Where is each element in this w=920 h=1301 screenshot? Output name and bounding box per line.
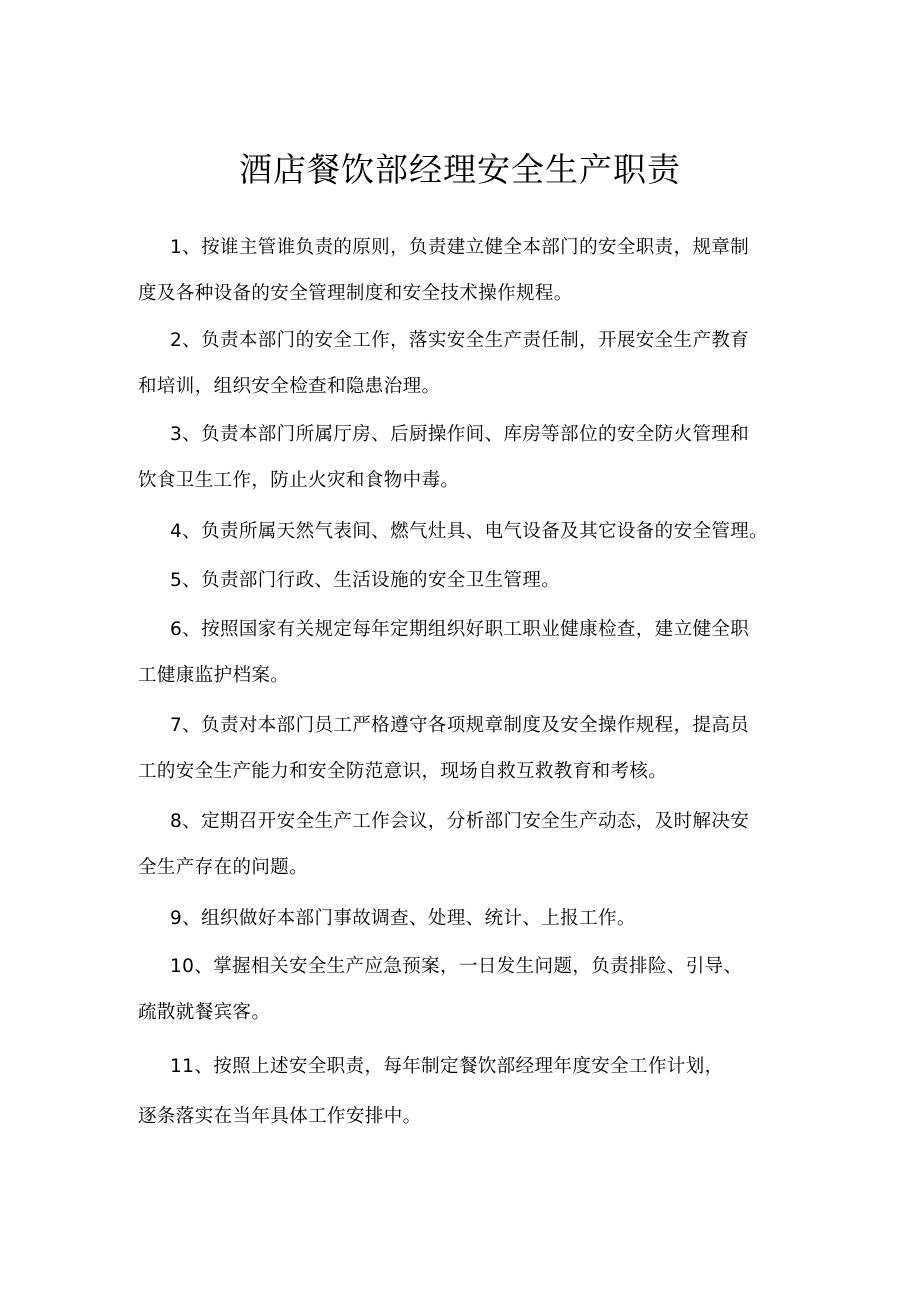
paragraph-line: 10、掌握相关安全生产应急预案，一日发生问题，负责排险、引导、	[170, 956, 743, 977]
paragraph-2	[138, 318, 788, 410]
paragraph-line: 2、负责本部门的安全工作，落实安全生产责任制，开展安全生产教育	[170, 330, 750, 351]
paragraph-11	[138, 1044, 788, 1140]
paragraph-line: 4、负责所属天然气表间、燃气灶具、电气设备及其它设备的安全管理。	[170, 521, 769, 542]
paragraph-line: 5、负责部门行政、生活设施的安全卫生管理。	[170, 570, 561, 591]
paragraph-line: 饮食卫生工作，防止火灾和食物中毒。	[138, 470, 460, 491]
paragraph-9	[138, 896, 788, 942]
paragraph-7	[138, 703, 788, 795]
paragraph-line: 全生产存在的问题。	[138, 857, 309, 878]
paragraph-8	[138, 799, 788, 891]
paragraph-line: 1、按谁主管谁负责的原则，负责建立健全本部门的安全职责，规章制	[170, 237, 750, 258]
paragraph-line: 工健康监护档案。	[138, 665, 290, 686]
paragraph-line: 8、定期召开安全生产工作会议，分析部门安全生产动态，及时解决安	[170, 811, 750, 832]
paragraph-line: 逐条落实在当年具体工作安排中。	[138, 1106, 422, 1127]
paragraph-line: 度及各种设备的安全管理制度和安全技术操作规程。	[138, 283, 573, 304]
paragraph-4	[138, 509, 788, 555]
paragraph-line: 疏散就餐宾客。	[138, 1002, 271, 1023]
paragraph-line: 6、按照国家有关规定每年定期组织好职工职业健康检查，建立健全职	[170, 619, 750, 640]
paragraph-line: 和培训，组织安全检查和隐患治理。	[138, 376, 441, 397]
paragraph-line: 7、负责对本部门员工严格遵守各项规章制度及安全操作规程，提高员	[170, 715, 750, 736]
paragraph-6	[138, 607, 788, 699]
paragraph-line: 工的安全生产能力和安全防范意识，现场自救互救教育和考核。	[138, 761, 668, 782]
paragraph-5	[138, 558, 788, 604]
document-title: 酒店餐饮部经理安全生产职责	[239, 150, 681, 189]
paragraph-line: 9、组织做好本部门事故调查、处理、统计、上报工作。	[170, 908, 636, 929]
paragraph-line: 3、负责本部门所属厅房、后厨操作间、库房等部位的安全防火管理和	[170, 424, 750, 445]
paragraph-10	[138, 944, 788, 1036]
paragraph-3	[138, 412, 788, 504]
paragraph-1	[138, 225, 788, 317]
paragraph-line: 11、按照上述安全职责，每年制定餐饮部经理年度安全工作计划，	[170, 1056, 724, 1077]
